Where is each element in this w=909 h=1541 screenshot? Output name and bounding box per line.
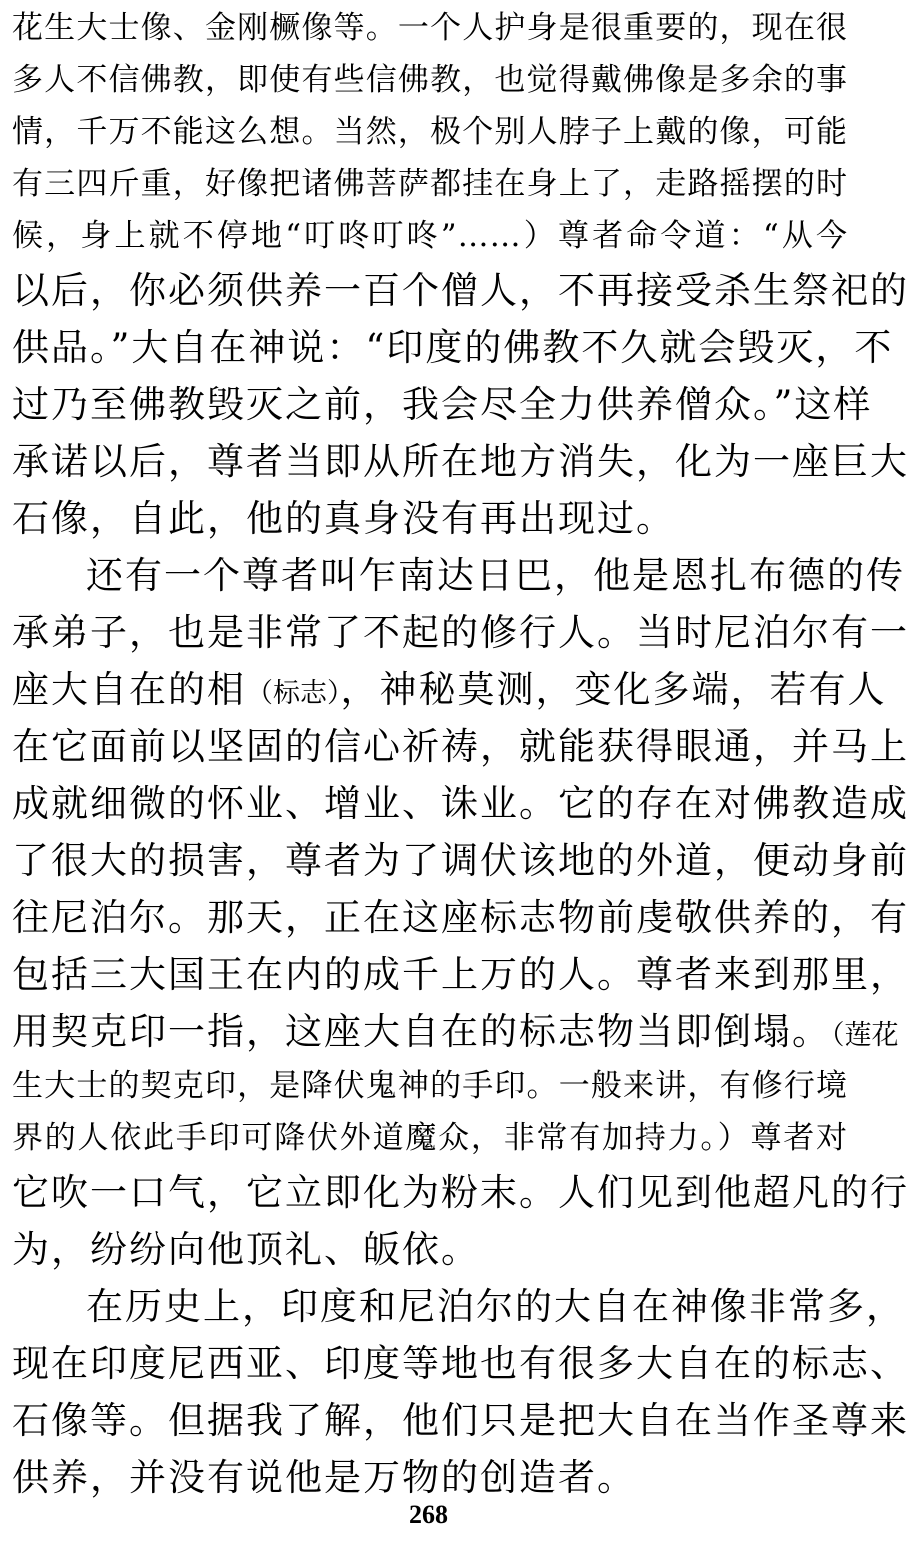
annotation-biaozhi: （标志） — [246, 678, 341, 709]
text-line-22: 它吹一口气，它立即化为粉末。人们见到他超凡的行 — [12, 1171, 909, 1214]
text-line-26: 石像等。但据我了解，他们只是把大自在当作圣尊来 — [12, 1399, 909, 1442]
text-line-9: 承诺以后，尊者当即从所在地方消失，化为一座巨大 — [12, 440, 909, 483]
text-line-13 — [12, 661, 887, 718]
text-line-20: 生大士的契克印，是降伏鬼神的手印。一般来讲，有修行境 — [12, 1068, 848, 1104]
text-line-17: 往尼泊尔。那天，正在这座标志物前虔敬供养的，有 — [12, 896, 909, 939]
text-line-18: 包括三大国王在内的成千上万的人。尊者来到那里， — [12, 953, 909, 996]
line-13-head: 座大自在的相 — [12, 668, 246, 711]
text-line-5: 候，身上就不停地“叮咚叮咚”……）尊者命令道：“从今 — [12, 218, 848, 254]
line-19-head: 用契克印一指，这座大自在的标志物当即倒塌。 — [12, 1010, 831, 1053]
text-line-12: 承弟子，也是非常了不起的修行人。当时尼泊尔有一 — [12, 611, 909, 654]
line-13-tail: ，神秘莫测，变化多端，若有人 — [340, 668, 887, 711]
text-line-8: 过乃至佛教毁灭之前，我会尽全力供养僧众。”这样 — [12, 383, 873, 426]
annotation-lianhua-start: （莲花 — [831, 1020, 899, 1051]
text-line-24: 在历史上，印度和尼泊尔的大自在神像非常多， — [86, 1285, 905, 1328]
text-line-15: 成就细微的怀业、增业、诛业。它的存在对佛教造成 — [12, 782, 909, 825]
text-line-6: 以后，你必须供养一百个僧人，不再接受杀生祭祀的 — [12, 269, 909, 312]
text-line-11: 还有一个尊者叫乍南达日巴，他是恩扎布德的传 — [86, 554, 905, 597]
text-line-2: 多人不信佛教，即使有些信佛教，也觉得戴佛像是多余的事 — [12, 62, 848, 98]
text-line-4: 有三四斤重，好像把诸佛菩萨都挂在身上了，走路摇摆的时 — [12, 166, 848, 202]
text-line-16: 了很大的损害，尊者为了调伏该地的外道，便动身前 — [12, 839, 909, 882]
text-line-19 — [12, 1003, 899, 1060]
page-number: 268 — [409, 1500, 448, 1529]
text-line-14: 在它面前以坚固的信心祈祷，就能获得眼通，并马上 — [12, 725, 909, 768]
text-line-23: 为，纷纷向他顶礼、皈依。 — [12, 1228, 480, 1271]
body-text — [12, 2, 909, 1506]
text-line-10: 石像，自此，他的真身没有再出现过。 — [12, 497, 675, 540]
text-line-1: 花生大士像、金刚橛像等。一个人护身是很重要的，现在很 — [12, 10, 848, 46]
text-line-21: 界的人依此手印可降伏外道魔众，非常有加持力。）尊者对 — [12, 1120, 848, 1156]
text-line-25: 现在印度尼西亚、印度等地也有很多大自在的标志、 — [12, 1342, 909, 1385]
text-line-7: 供品。”大自在神说：“印度的佛教不久就会毁灭，不 — [12, 326, 894, 369]
text-line-27: 供养，并没有说他是万物的创造者。 — [12, 1456, 636, 1499]
text-line-3: 情，千万不能这么想。当然，极个别人脖子上戴的像，可能 — [12, 114, 848, 150]
